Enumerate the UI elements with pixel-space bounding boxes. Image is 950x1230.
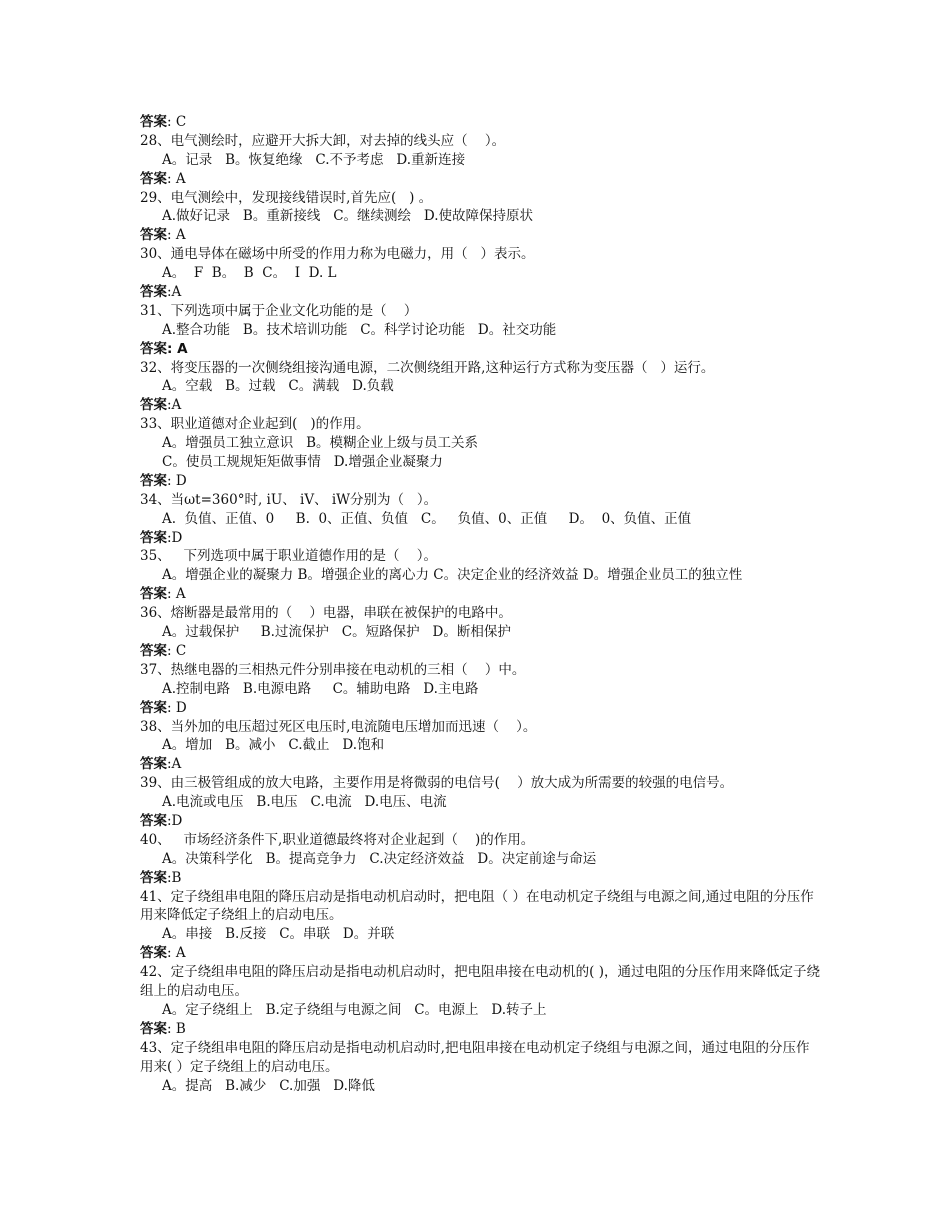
answer-label: 答案 [140,397,167,414]
answer-line [140,226,820,245]
question-text: 29、电气测绘中，发现接线错误时,首先应( ) 。 [140,189,433,206]
answer-line [140,585,820,604]
answer-label: 答案 [140,945,167,962]
answer-label: 答案 [140,586,167,603]
question-options: A。提高 B.减少 C.加强 D.降低 [162,1077,375,1094]
answer-label: 答案 [140,812,167,829]
question-text: 43、定子绕组串电阻的降压启动是指电动机启动时,把电阻串接在电动机定子绕组与电源之间，通过电阻的分压作用来( ）定子绕组上的启动电压。 [140,1039,810,1075]
answer-value: :A [167,284,182,301]
answer-line [140,1020,820,1039]
answer-line [140,340,820,359]
question-options: A.电流或电压 B.电压 C.电流 D.电压、电流 [162,794,447,811]
answer-line [140,113,820,132]
question-options: A. 负值、正值、0 B. 0、正值、负值 C。 负值、0、正值 D。 0、负值、正值 [162,510,692,527]
answer-line [140,396,820,415]
answer-label: 答案 [140,1020,167,1037]
question-options: A.做好记录 B。重新接线 C。继续测绘 D.使故障保持原状 [162,208,534,225]
answer-label: 答案 [140,340,167,357]
answer-value: : D [167,699,187,716]
answer-value: : A [167,340,188,357]
question-text: 40、 市场经济条件下,职业道德最终将对企业起到（ )的作用。 [140,831,535,848]
answer-label: 答案 [140,227,167,244]
answer-value: : C [167,642,187,659]
question-text: 33、职业道德对企业起到( )的作用。 [140,416,370,433]
question-text: 39、由三极管组成的放大电路，主要作用是将微弱的电信号( ）放大成为所需要的较强的电信号。 [140,775,734,792]
answer-line [140,472,820,491]
question-options: A。串接 B.反接 C。串联 D。并联 [162,926,395,943]
answer-value: :A [167,397,182,414]
answer-line [140,529,820,548]
question-text: 34、当ωt=360°时, iU、 iV、 iW分别为（ ）。 [140,491,438,508]
question-options: A。记录 B。恢复绝缘 C.不予考虑 D.重新连接 [162,151,466,168]
answer-label: 答案 [140,170,167,187]
question-text: 28、电气测绘时，应避开大拆大卸，对去掉的线头应（ ）。 [140,132,506,149]
answer-line [140,944,820,963]
answer-label: 答案 [140,114,167,130]
question-options: A。 F B。 B C。 I D. L [162,265,337,282]
question-text: 32、将变压器的一次侧绕组接沟通电源，二次侧绕组开路,这种运行方式称为变压器（ ）运行。 [140,359,715,376]
question-options: A。定子绕组上 B.定子绕组与电源之间 C。电源上 D.转子上 [162,1001,547,1018]
answer-line [140,642,820,661]
question-text: 38、当外加的电压超过死区电压时,电流随电压增加而迅速（ ）。 [140,718,537,735]
answer-value: :D [167,812,183,829]
answer-line [140,869,820,888]
answer-value: : A [167,945,186,962]
answer-value: : D [167,472,187,489]
question-list [140,132,820,1096]
answer-label: 答案 [140,529,167,546]
answer-line [140,283,820,302]
question-options: A。增强员工独立意识 B。模糊企业上级与员工关系 [162,435,479,452]
answer-label: 答案 [140,869,167,886]
answer-value: : A [167,586,186,603]
question-options: A。决策科学化 B。提高竞争力 C.决定经济效益 D。决定前途与命运 [162,850,597,867]
answer-value: : A [167,170,186,187]
answer-line [140,812,820,831]
question-text: 37、热继电器的三相热元件分别串接在电动机的三相（ ）中。 [140,661,526,678]
question-options: A。增强企业的凝聚力 B。增强企业的离心力 C。决定企业的经济效益 D。增强企业员工的独立性 [162,567,743,584]
question-options: A。过载保护 B.过流保护 C。短路保护 D。断相保护 [162,624,511,641]
question-text: 42、定子绕组串电阻的降压启动是指电动机启动时，把电阻串接在电动机的( )，通过电阻的分压作用来降低定子绕组上的启动电压。 [140,964,821,1000]
answer-value: : A [167,227,186,244]
answer-value: :B [167,869,182,886]
answer-label: 答案 [140,284,167,301]
answer-value: : B [167,1020,186,1037]
question-options: A。增加 B。减小 C.截止 D.饱和 [162,737,385,754]
question-text: 30、通电导体在磁场中所受的作用力称为电磁力，用（ ）表示。 [140,246,535,263]
answer-label: 答案 [140,472,167,489]
answer-line [140,170,820,189]
answer-label: 答案 [140,699,167,716]
question-options: A。空载 B。过载 C。满载 D.负载 [162,378,394,395]
question-options: C。使员工规规矩矩做事情 D.增强企业凝聚力 [162,454,443,471]
question-options: A.整合功能 B。技术培训功能 C。科学讨论功能 D。社交功能 [162,321,557,338]
question-text: 36、熔断器是最常用的（ ）电器，串联在被保护的电路中。 [140,605,512,622]
question-options: A.控制电路 B.电源电路 C。辅助电路 D.主电路 [162,680,479,697]
answer-value: :D [167,529,183,546]
question-text: 31、下列选项中属于企业文化功能的是（ ） [140,302,418,319]
answer-value: :A [167,756,182,773]
answer-label: 答案 [140,756,167,773]
question-text: 35、 下列选项中属于职业道德作用的是（ ）。 [140,548,437,565]
answer-line [140,699,820,718]
question-text: 41、定子绕组串电阻的降压启动是指电动机启动时，把电阻（ ）在电动机定子绕组与电源之间,通过电阻的分压作用来降低定子绕组上的启动电压。 [140,888,814,924]
answer-value: : C [167,114,187,130]
answer-label: 答案 [140,642,167,659]
document-page [140,113,820,1095]
answer-line [140,755,820,774]
